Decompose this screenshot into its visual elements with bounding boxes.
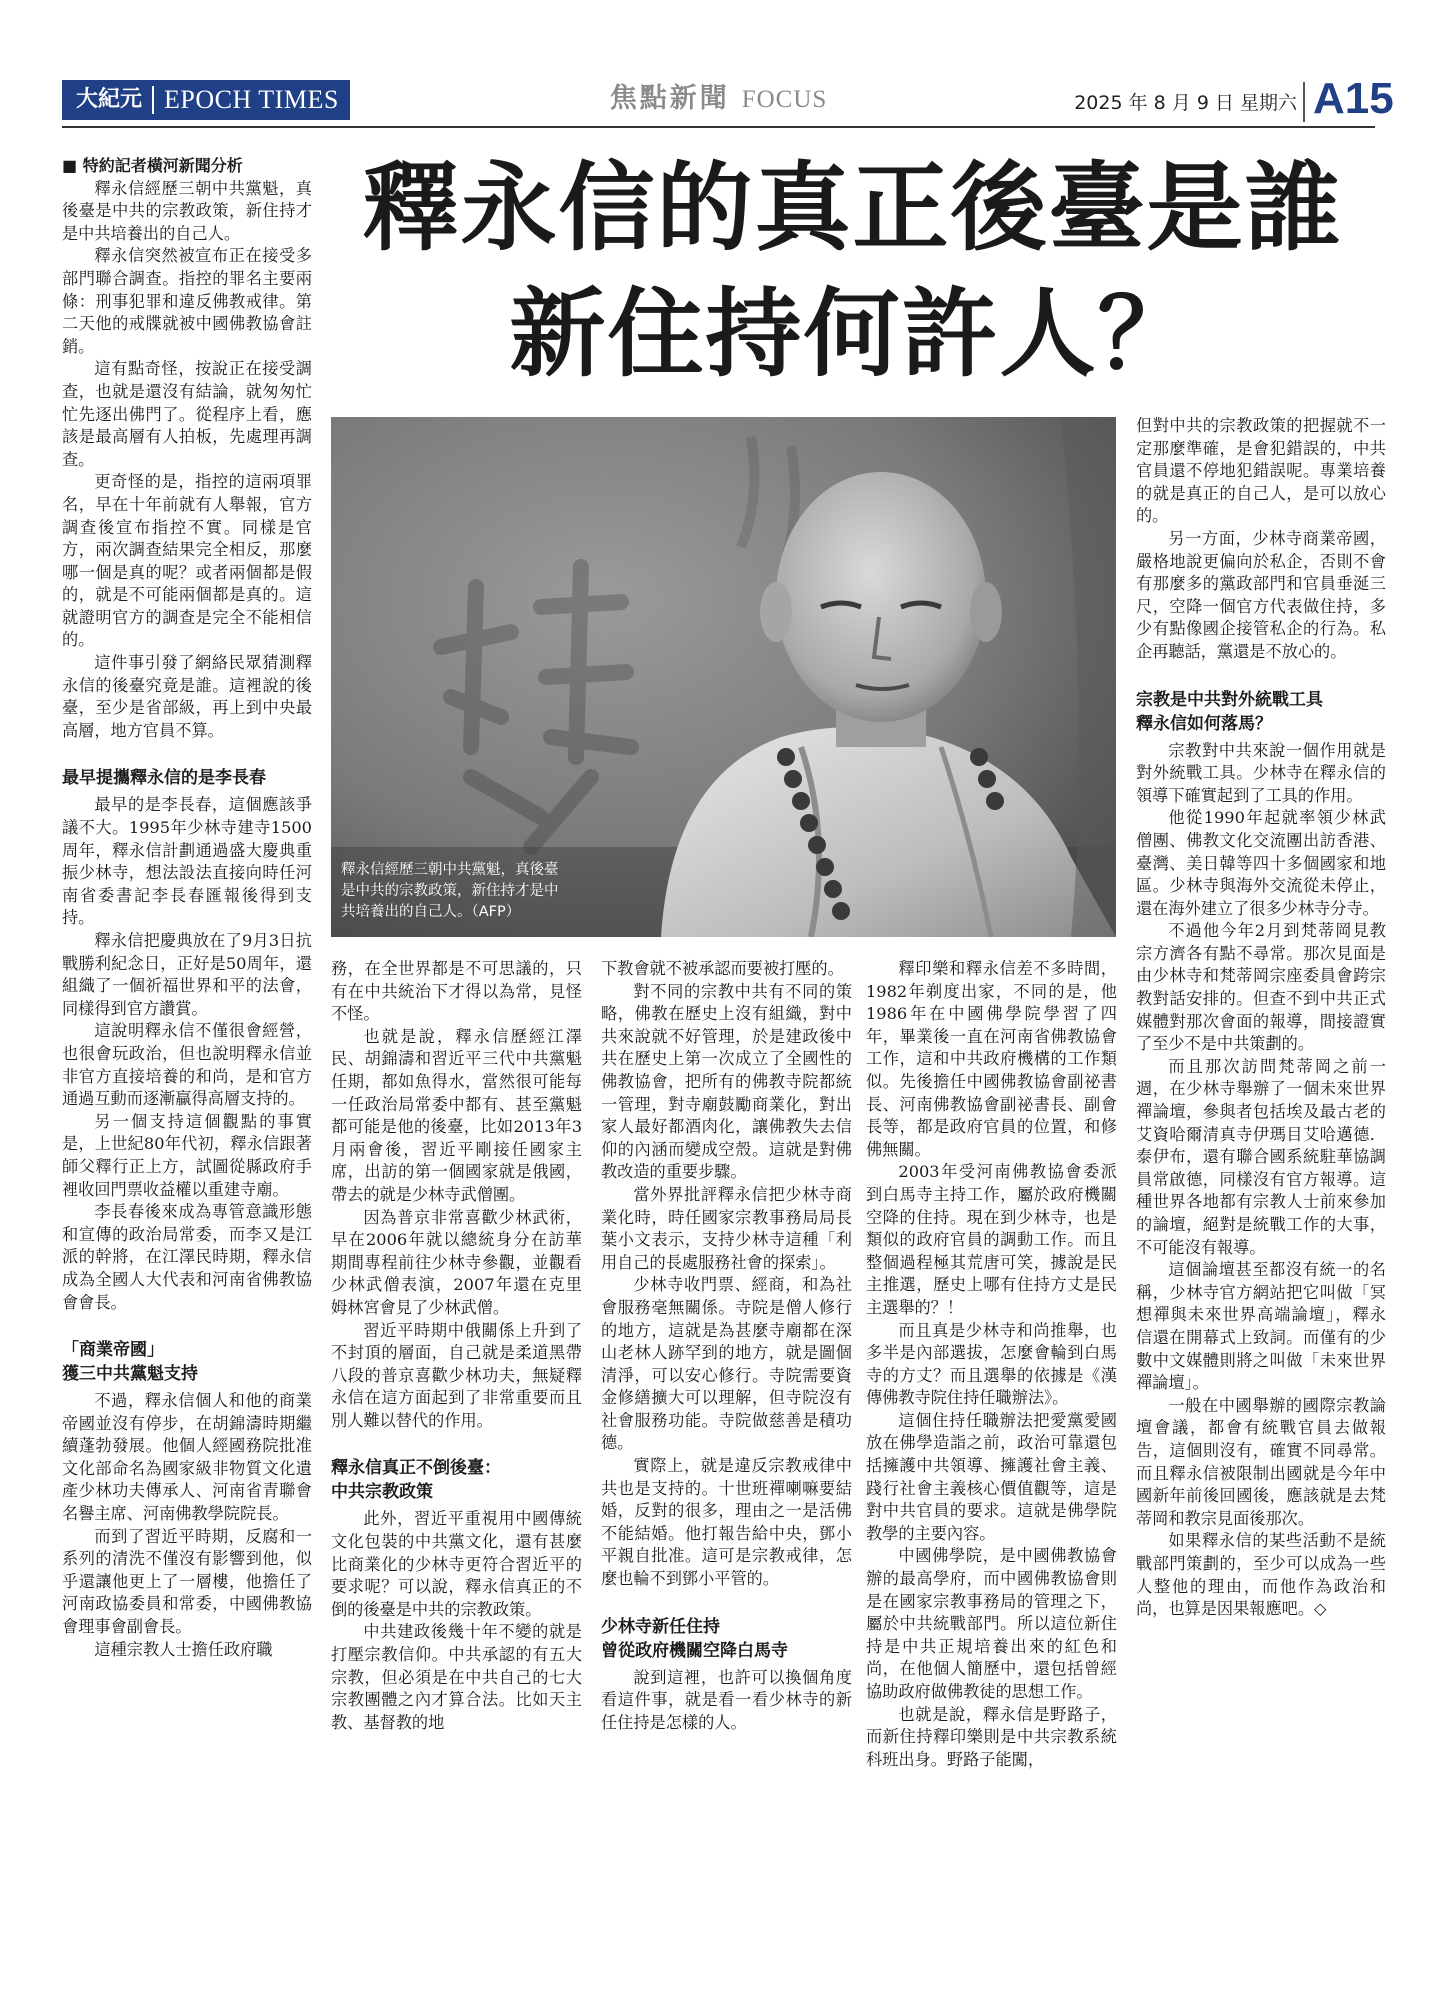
paragraph: 這個住持任職辦法把愛黨愛國放在佛學造詣之前，政治可靠還包括擁護中共領導、擁護社會主義、踐行社會主義核心價值觀等，這是對中共官員的要求。這就是佛學院教學的主要內容。 [866,1410,1117,1543]
paragraph: 這說明釋永信不僅很會經營，也很會玩政治，但也說明釋永信並非官方直接培養的和尚，是和官方通過互動而逐漸贏得高層支持的。 [62,1021,312,1109]
article-column-3 [601,958,852,1734]
photo-caption: 釋永信經歷三朝中共黨魁，真後臺是中共的宗教政策，新住持才是中共培養出的自己人。（AFP） [341,862,559,920]
paragraph: 這件事引發了網絡民眾猜測釋永信的後臺究竟是誰。這裡說的後臺，至少是省部級，再上到中央最高層，地方官員不算。 [62,653,312,740]
paragraph: 一般在中國舉辦的國際宗教論壇會議，都會有統戰官員去做報告，這個則沒有，確實不同尋常。而且釋永信被限制出國就是今年中國新年前後回國後，應該就是去梵蒂岡和教宗見面後那次。 [1136,1395,1386,1528]
headline-line-1: 釋永信的真正後臺是誰 [362,152,1343,264]
article-column-4 [866,958,1117,1771]
paragraph: 更奇怪的是，指控的這兩項罪名，早在十年前就有人舉報，官方調查後宣布指控不實。同樣是官方，兩次調查結果完全相反，那麼哪一個是真的呢？或者兩個都是假的，就是不可能兩個都是真的。這就證明官方的調查是完全不能相信的。 [62,472,312,650]
paragraph: 他從1990年起就率領少林武僧團、佛教文化交流團出訪香港、臺灣、美日韓等四十多個國家和地區。少林寺與海外交流從未停止，還在海外建立了很多少林寺分寺。 [1136,808,1386,918]
paragraph: 習近平時期中俄關係上升到了不封頂的層面，自己就是柔道黑帶八段的普京喜歡少林功夫，無疑釋永信在這方面起到了非常重要而且別人難以替代的作用。 [331,1320,582,1430]
headline-line-2: 新住持何許人？ [509,278,1196,390]
subheading: 釋永信真正不倒後臺： [331,1458,501,1479]
paragraph: 這種宗教人士擔任政府職 [94,1639,273,1659]
paragraph: 而到了習近平時期，反腐和一系列的清洗不僅沒有影響到他，似乎還讓他更上了一層樓，他擔任了河南政協委員和常委，中國佛教協會理事會副會長。 [62,1526,312,1637]
subheading: 中共宗教政策 [331,1482,433,1503]
headline [330,148,1375,394]
monk-photo-illustration [331,417,1116,937]
paragraph: 宗教對中共來說一個作用就是對外統戰工具。少林寺在釋永信的領導下確實起到了工具的作用。 [1136,740,1386,805]
paragraph: 下教會就不被承認而要被打壓的。 [601,959,844,978]
paragraph: 少林寺收門票、經商，和為社會服務毫無關係。寺院是僧人修行的地方，這就是為甚麼寺廟都在深山老林人跡罕到的地方，就是圖個清淨，可以安心修行。寺院需要資金修繕擴大可以理解，但寺院沒有社會服務功能。寺院做慈善是積功德。 [601,1275,852,1453]
article-column-1 [62,155,312,1661]
subheading: 釋永信如何落馬？ [1136,713,1272,734]
paragraph: 這有點奇怪，按說正在接受調查，也就是還沒有結論，就匆匆忙忙先逐出佛門了。從程序上看，應該是最高層有人拍板，先處理再調查。 [62,359,312,469]
section-title-cn: 焦點新聞 [609,83,730,114]
paragraph: 釋永信突然被宣布正在接受多部門聯合調查。指控的罪名主要兩條：刑事犯罪和違反佛教戒律。第二天他的戒牒就被中國佛教協會註銷。 [62,246,312,356]
paragraph: 對不同的宗教中共有不同的策略，佛教在歷史上沒有組織，對中共來說就不好管理，於是建政後中共在歷史上第一次成立了全國性的佛教協會，把所有的佛教寺院都統一管理，對寺廟鼓勵商業化，對出家人最好都酒肉化，讓佛教失去信仰的內涵而變成空殼。這就是對佛教改造的重要步驟。 [601,981,852,1182]
paragraph: 不過他今年2月到梵蒂岡見教宗方濟各有點不尋常。那次見面是由少林寺和梵蒂岡宗座委員會跨宗教對話安排的。但查不到中共正式媒體對那次會面的報導，間接證實了至少不是中共策劃的。 [1136,921,1386,1054]
paragraph: 中共建政後幾十年不變的就是打壓宗教信仰。中共承認的有五大宗教，但必須是在中共自己的七大宗教團體之內才算合法。比如天主教、基督教的地 [331,1622,582,1732]
paragraph: 說到這裡，也許可以換個角度看這件事，就是看一看少林寺的新任住持是怎樣的人。 [601,1667,852,1732]
page-number: A15 [1313,74,1394,123]
paragraph: 實際上，就是違反宗教戒律中共也是支持的。十世班禪喇嘛要結婚，反對的很多，理由之一是活佛不能結婚。他打報告給中央，鄧小平親自批准。這可是宗教戒律，怎麼也輪不到鄧小平管的。 [601,1456,852,1589]
paragraph: 中國佛學院，是中國佛教協會辦的最高學府，而中國佛教協會則是在國家宗教事務局的管理之下，屬於中共統戰部門。所以這位新住持是中共正規培養出來的紅色和尚，在他個人簡歷中，還包括曾經協助政府做佛教徒的思想工作。 [866,1546,1117,1701]
article-photo [331,417,1116,937]
logo-english: EPOCH TIMES [164,85,339,114]
masthead-divider [1303,82,1305,122]
logo-chinese: 大紀元 [62,86,154,114]
paragraph: 最早的是李長春，這個應該爭議不大。1995年少林寺建寺1500周年，釋永信計劃通過盛大慶典重振少林寺，想法設法直接向時任河南省委書記李長春匯報後得到支持。 [62,795,312,928]
masthead-rule [62,126,1375,128]
subheading: 最早提攜釋永信的是李長春 [62,768,266,789]
paragraph: 如果釋永信的某些活動不是統戰部門策劃的，至少可以成為一些人整他的理由，而他作為政治和尚，也算是因果報應吧。◇ [1136,1531,1386,1619]
paragraph: 釋永信把慶典放在了9月3日抗戰勝利紀念日，正好是50周年，還組織了一個祈福世界和平的法會，同樣得到官方讚賞。 [62,931,312,1018]
paragraph: 但對中共的宗教政策的把握就不一定那麼準確，是會犯錯誤的，中共官員還不停地犯錯誤呢。專業培養的就是真正的自己人，是可以放心的。 [1136,416,1386,526]
paragraph: 因為普京非常喜歡少林武術，早在2006年就以總統身分在訪華期間專程前往少林寺參觀，並觀看少林武僧表演，2007年還在克里姆林宮會見了少林武僧。 [331,1207,582,1317]
paragraph: 李長春後來成為專管意識形態和宣傳的政治局常委，而李又是江派的幹將，在江澤民時期，釋永信成為全國人大代表和河南省佛教協會會長。 [62,1202,312,1312]
paragraph: 也就是說，釋永信歷經江澤民、胡錦濤和習近平三代中共黨魁任期，都如魚得水，當然很可能每一任政治局常委中都有、甚至黨魁都可能是他的後臺，比如2013年3月兩會後，習近平剛接任國家主席，出訪的第一個國家就是俄國，帶去的就是少林寺武僧團。 [331,1026,582,1204]
paragraph: 這個論壇甚至都沒有統一的名稱，少林寺官方網站把它叫做「冥想禪與未來世界高端論壇」，釋永信還在開幕式上致詞。而僅有的少數中文媒體則將之叫做「未來世界禪論壇」。 [1136,1260,1386,1393]
paragraph: 釋永信經歷三朝中共黨魁，真後臺是中共的宗教政策，新住持才是中共培養出的自己人。 [62,178,312,243]
subheading: 曾從政府機關空降白馬寺 [601,1640,788,1661]
article-column-2 [331,958,582,1734]
paragraph: 不過，釋永信個人和他的商業帝國並沒有停步，在胡錦濤時期繼續蓬勃發展。他個人經國務院批准文化部命名為國家級非物質文化遺產少林功夫傳承人、河南省青聯會名譽主席、河南佛教學院院長。 [62,1391,312,1524]
issue-date: 2025 年 8 月 9 日 星期六 [1074,92,1297,114]
article-column-5 [1136,415,1386,1621]
byline: ■ 特約記者橫河新聞分析 [62,156,243,175]
paragraph: 釋印樂和釋永信差不多時間，1982年剃度出家，不同的是，他1986年在中國佛學院學習了四年，畢業後一直在河南省佛教協會工作，這和中共政府機構的工作類似。先後擔任中國佛教協會副祕書長、河南佛教協會副祕書長、副會長等，都是政府官員的位置，和修佛無關。 [866,959,1117,1159]
paragraph: 而且真是少林寺和尚推舉，也多半是內部選拔，怎麼會輪到白馬寺的方丈？而且選舉的依據是《漢傳佛教寺院住持任職辦法》。 [866,1320,1117,1408]
subheading: 少林寺新任住持 [601,1616,720,1637]
paragraph: 也就是說，釋永信是野路子，而新住持釋印樂則是中共宗教系統科班出身。野路子能闖， [866,1704,1117,1769]
paragraph: 另一個支持這個觀點的事實是，上世紀80年代初，釋永信跟著師父釋行正上方，試圖從縣政府手裡收回門票收益權以重建寺廟。 [62,1111,312,1199]
subheading: 獲三中共黨魁支持 [62,1364,198,1385]
paragraph: 此外，習近平重視用中國傳統文化包裝的中共黨文化，還有甚麼比商業化的少林寺更符合習近平的要求呢？可以說，釋永信真正的不倒的後臺是中共的宗教政策。 [331,1509,582,1619]
subheading: 「商業帝國」 [62,1340,164,1361]
section-title-en: FOCUS [741,86,828,113]
paragraph: 當外界批評釋永信把少林寺商業化時，時任國家宗教事務局局長葉小文表示，支持少林寺這種「利用自己的長處服務社會的探索」。 [601,1184,852,1272]
paragraph: 另一方面，少林寺商業帝國，嚴格地說更偏向於私企，否則不會有那麼多的黨政部門和官員垂涎三尺，空降一個官方代表做住持，多少有點像國企接管私企的行為。私企再聽話，黨還是不放心的。 [1136,528,1386,661]
paragraph: 2003年受河南佛教協會委派到白馬寺主持工作，屬於政府機關空降的住持。現在到少林寺，也是類似的政府官員的調動工作。而且整個過程極其荒唐可笑，據說是民主推選，歷史上哪有住持方丈是民主選舉的？！ [866,1162,1117,1317]
paragraph: 而且那次訪問梵蒂岡之前一週，在少林寺舉辦了一個未來世界禪論壇，參與者包括埃及最古老的艾資哈爾清真寺伊瑪目艾哈邁德．泰伊布，還有聯合國系統駐華協調員常啟德，同樣沒有官方報導。這種世界各地都有宗教人士前來參加的論壇，絕對是統戰工作的大事，不可能沒有報導。 [1136,1056,1386,1257]
subheading: 宗教是中共對外統戰工具 [1136,689,1323,710]
paragraph: 務，在全世界都是不可思議的，只有在中共統治下才得以為常，見怪不怪。 [331,959,582,1024]
